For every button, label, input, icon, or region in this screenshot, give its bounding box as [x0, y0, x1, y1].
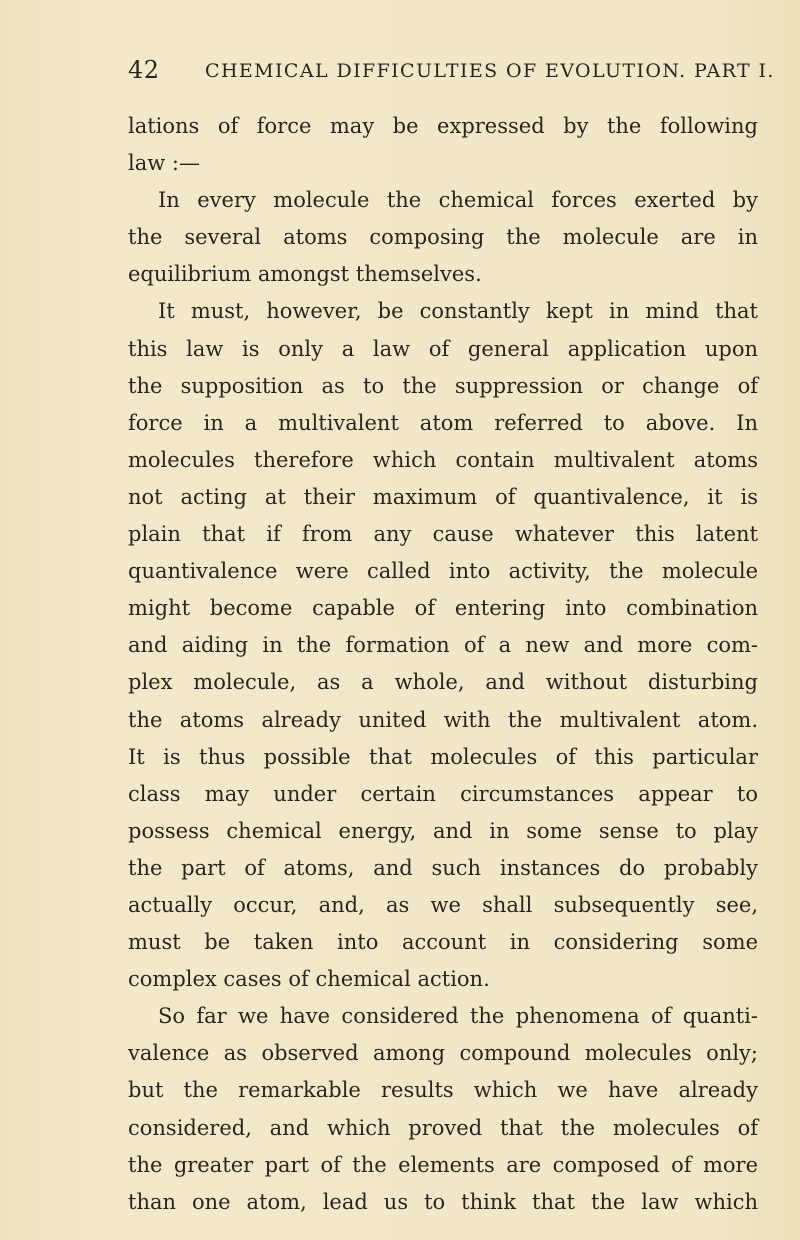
text-line: the part of atoms, and such instances do probably: [128, 855, 758, 880]
running-title: CHEMICAL DIFFICULTIES OF EVOLUTION. PART I.: [205, 60, 775, 82]
text-line: plex molecule, as a whole, and without disturbing: [128, 670, 758, 695]
text-line: molecules therefore which contain multivalent atoms: [128, 447, 758, 472]
text-line: It must, however, be constantly kept in mind that: [158, 299, 758, 324]
text-line: quantivalence were called into activity, the molecule: [128, 559, 758, 584]
text-line: might become capable of entering into combination: [128, 596, 758, 621]
text-line: actually occur, and, as we shall subsequently see,: [128, 892, 758, 917]
text-line: possess chemical energy, and in some sense to play: [128, 818, 758, 843]
text-line: complex cases of chemical action.: [128, 967, 490, 992]
text-line: It is thus possible that molecules of this particular: [128, 744, 758, 769]
text-line: the atoms already united with the multivalent atom.: [128, 707, 758, 732]
text-line: than one atom, lead us to think that the law which: [128, 1189, 758, 1214]
text-line: considered, and which proved that the molecules of: [128, 1115, 758, 1140]
text-line: force in a multivalent atom referred to above. In: [128, 410, 758, 435]
text-line: not acting at their maximum of quantivalence, it is: [128, 484, 758, 509]
text-line: must be taken into account in considering some: [128, 930, 758, 955]
text-line: lations of force may be expressed by the following: [128, 114, 758, 138]
text-line: valence as observed among compound molecules only;: [128, 1041, 758, 1066]
text-line: law :—: [128, 151, 200, 176]
text-line: class may under certain circumstances appear to: [128, 781, 758, 806]
page-number: 42: [128, 56, 160, 84]
text-line: the supposition as to the suppression or change of: [128, 373, 758, 398]
text-line: this law is only a law of general application upon: [128, 336, 758, 361]
text-line: So far we have considered the phenomena of quanti-: [158, 1004, 758, 1029]
text-line: and aiding in the formation of a new and more com-: [128, 633, 758, 658]
text-line: the greater part of the elements are composed of more: [128, 1152, 758, 1177]
body-text: [128, 108, 758, 1221]
running-head: [0, 56, 800, 96]
text-line: the several atoms composing the molecule are in: [128, 225, 758, 250]
text-line: plain that if from any cause whatever this latent: [128, 522, 758, 547]
text-line: but the remarkable results which we have already: [128, 1078, 758, 1103]
text-line: In every molecule the chemical forces exerted by: [158, 188, 758, 213]
text-line: equilibrium amongst themselves.: [128, 262, 482, 287]
